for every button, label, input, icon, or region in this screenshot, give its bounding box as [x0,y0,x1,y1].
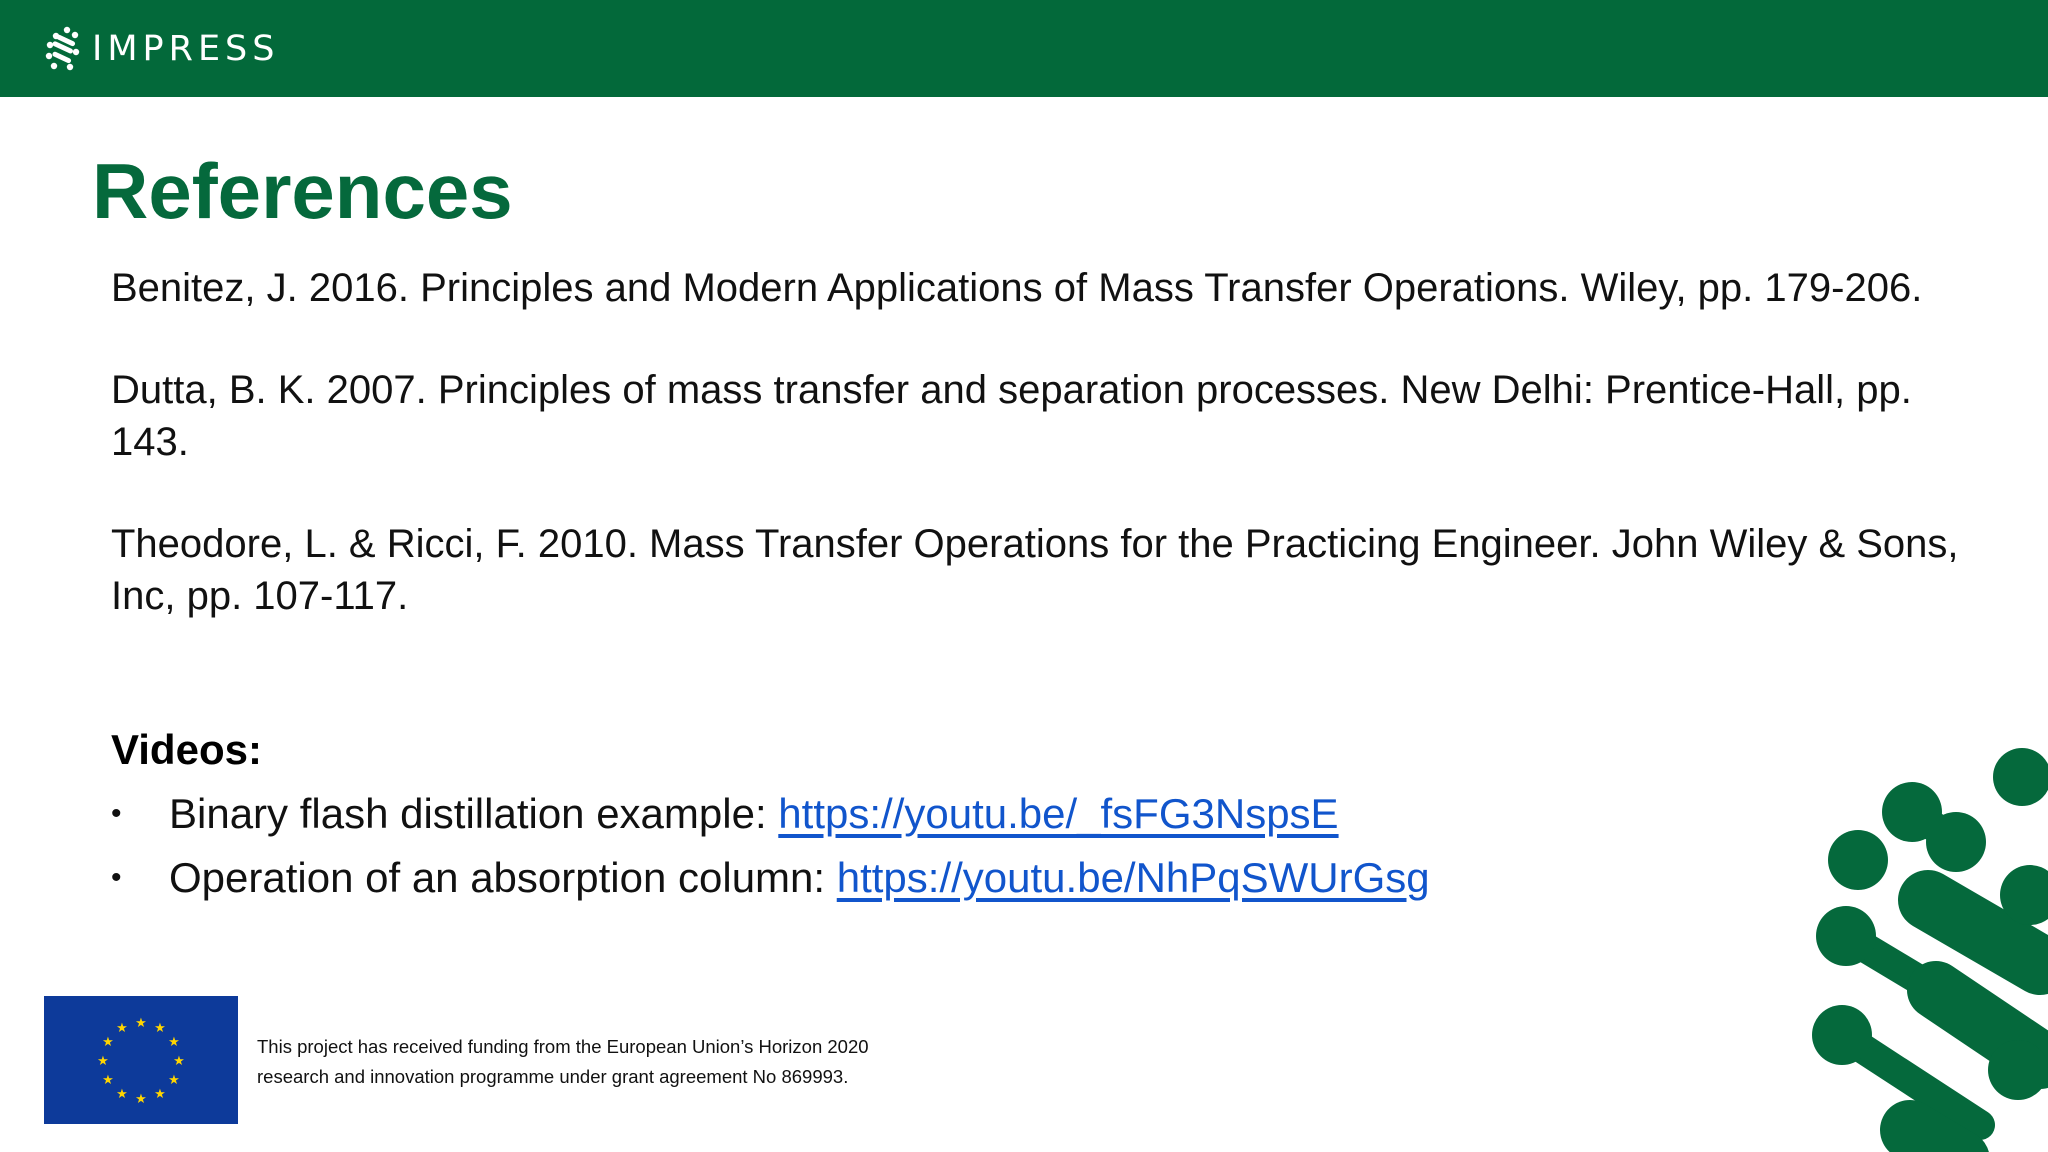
eu-flag-icon [44,996,238,1124]
svg-text:★: ★ [116,1021,128,1036]
svg-text:★: ★ [154,1087,166,1102]
video-list [111,788,1711,916]
brand-name: IMPRESS [92,29,280,69]
video-item [111,852,1711,904]
videos-heading: Videos: [111,726,262,773]
funding-line: This project has received funding from the European Union’s Horizon 2020 [257,1036,869,1057]
svg-text:★: ★ [168,1073,180,1088]
reference-item: Dutta, B. K. 2007. Principles of mass transfer and separation processes. New Delhi: Prentice-Hall, pp. 143. [111,368,1912,464]
video-label: Operation of an absorption column: [169,854,837,901]
video-link[interactable]: https://youtu.be/NhPqSWUrGsg [836,854,1430,901]
svg-text:★: ★ [154,1021,166,1036]
slide-title: References [92,147,513,235]
funding-line: research and innovation programme under grant agreement No 869993. [257,1066,849,1087]
header-bar [0,0,2048,97]
svg-text:★: ★ [97,1054,109,1069]
reference-item: Benitez, J. 2016. Principles and Modern Applications of Mass Transfer Operations. Wiley, pp. 179-206. [111,266,1923,310]
svg-text:★: ★ [102,1035,114,1050]
video-entry [169,852,1430,904]
impress-logo-icon [44,26,82,72]
svg-text:★: ★ [173,1054,185,1069]
svg-text:★: ★ [102,1073,114,1088]
funding-notice [257,1032,957,1092]
video-item [111,788,1711,840]
impress-logo[interactable] [44,25,280,73]
svg-text:★: ★ [135,1092,147,1107]
bullet-icon: • [111,797,122,830]
molecule-decoration-icon [1700,730,2048,1152]
svg-text:★: ★ [135,1016,147,1031]
video-entry [169,788,1339,840]
svg-text:★: ★ [116,1087,128,1102]
reference-item: Theodore, L. & Ricci, F. 2010. Mass Transfer Operations for the Practicing Engineer. John Wiley & Sons, Inc, pp. 107-117. [111,522,1959,618]
reference-list [111,262,1981,672]
svg-text:★: ★ [168,1035,180,1050]
bullet-icon: • [111,861,122,894]
video-link[interactable]: https://youtu.be/_fsFG3NspsE [778,790,1339,837]
video-label: Binary flash distillation example: [169,790,779,837]
